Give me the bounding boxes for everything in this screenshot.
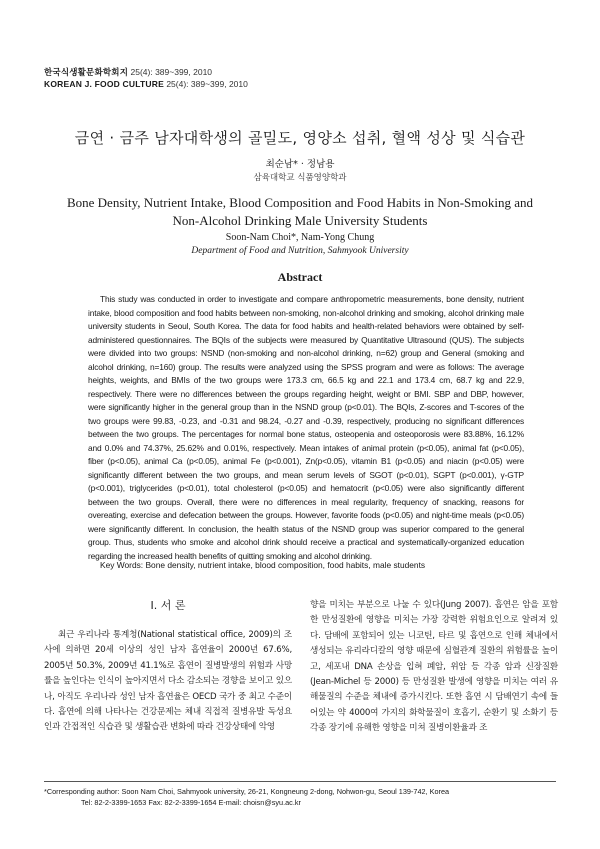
footnote-rule <box>44 781 556 782</box>
abstract <box>88 293 524 563</box>
footnote <box>44 786 449 808</box>
footnote-corresponding-author: *Corresponding author: Soon Nam Choi, Sahmyook university, 26-21, Kongneung 2-dong, Nohwon-gu, Seoul 139-742, Korea <box>44 787 450 796</box>
journal-name-ko: 한국식생활문화학회지 <box>44 67 129 77</box>
body-column-left <box>44 628 292 736</box>
section-heading-introduction: I. 서 론 <box>150 599 186 612</box>
abstract-text: This study was conducted in order to investigate and compare anthropometric measurements, bone density, nutrient intake, blood composition and food habits between non-smoking, non-alcohol drinking and smoking, alcohol drinking male university students in Seoul, South Korea. The data for food habits and health-related behaviors were obtained by self-administered questionnaires. The BQIs of the subjects were measured by Quantitative Ultrasound (QUS). The subjects were divided into two groups: NSND (non-smoking and non-alcohol drinking, n=62) group and General (smoking and alcohol drinking, n=160) group. The results were analyzed using the SPSS program and were as follows: The average heights, weights, and BMIs of the two groups were 173.3 cm, 66.5 kg and 22.1 and 173.4 cm, 68.7 kg and 22.9, respectively. There were no differences between the groups regarding height, weight or BMI. SBP and DBP, however, were significantly higher in the general group than in the NSND group (p<0.01). The BQIs, Z-scores and T-scores of the two groups were 99.83, -0.23, and -0.31 and 98.24, -0.27 and -0.39, respectively, producing no significant differences between the two groups. The percentages for normal bone status, osteopenia and osteoporosis were 83.88%, 16.12% and 0.0% and 74.37%, 25.62% and 0.01%, respectively. Mean intakes of animal protein (p<0.05), animal fat (p<0.05), fiber (p<0.05), animal Ca (p<0.05), animal Fe (p<0.001), Zn(p<0.05), vitamin B1 (p<0.05) and niacin (p<0.05) were significantly different between the two groups, and mean serum levels of SGOT (p<0.01), SGPT (p<0.001), γ-GTP (p<0.001), triglycerides (p<0.01), total cholesterol (p<0.05) and hematocrit (p<0.05) were also significantly different between the two groups. Overall, there were no differences in meal regularity, frequency of snacking, reasons for overeating, exercise and defecation between the groups. However, favorite foods (p<0.05) and night-time meals (p<0.05) were significantly different. In conclusion, the health status of the NSND group was superior compared to the general group. Thus, students who smoke and alcohol drink should receive a practical and systematically-organized education regarding the increased health benefits of quitting smoking and alcohol drinking. <box>88 294 524 561</box>
journal-header <box>44 66 248 90</box>
paragraph: 최근 우리나라 통계청(National statistical office, 2009)의 조사에 의하면 20세 이상의 성인 남자 흡연율이 2000년 67.6%, 2005년 50.3%, 2009년 41.1%로 흡연이 질병발생의 위험과 사망률을 높인다는 인식이 높아지면서 다소 감소되는 경향을 보이고 있으나, 아직도 우리나라 성인 남자 흡연율은 OECD 국가 중 최고 수준이다. 흡연에 의해 나타나는 건강문제는 체내 직접적 질병유발 독성요인과 간접적인 식습관 및 생활습관 변화에 따라 건강상태에 악영 <box>44 630 292 733</box>
keywords: Key Words: Bone density, nutrient intake, blood composition, food habits, male students <box>100 560 426 570</box>
authors-english: Soon-Nam Choi*, Nam-Yong Chung <box>225 232 375 243</box>
abstract-heading: Abstract <box>277 270 323 284</box>
body-column-right <box>310 598 558 737</box>
authors-korean: 최순남* · 정남용 <box>265 159 335 170</box>
title-english: Bone Density, Nutrient Intake, Blood Composition and Food Habits in Non-Smoking and Non-Alcohol Drinking Male University Students <box>66 195 534 228</box>
journal-volume: 25(4): 389~399, 2010 <box>130 67 213 77</box>
affiliation-korean: 삼육대학교 식품영양학과 <box>253 173 347 183</box>
title-korean: 금연 · 금주 남자대학생의 골밀도, 영양소 섭취, 혈액 성상 및 식습관 <box>74 129 526 147</box>
paragraph: 향을 미치는 부분으로 나눌 수 있다(Jung 2007). 흡연은 암을 포함한 만성질환에 영향을 미치는 가장 강력한 위험요인으로 알려져 있다. 담배에 포함되어 있는 니코틴, 타르 및 흡연으로 인해 체내에서 생성되는 유리라디칼의 영향 때문에 심혈관계 질환의 위험률을 높이고, 세포내 DNA 손상을 입혀 폐암, 위암 등 각종 암과 신장질환(Jean-Michel 등 2000) 등 만성질환 발생에 영향을 미치는 여러 유해물질의 수준을 체내에 증가시킨다. 또한 흡연 시 담배연기 속에 들어있는 약 4000여 가지의 화학물질이 호흡기, 순환기 및 소화기 등 각종 장기에 유해한 영향을 미쳐 질병이환율과 조 <box>310 600 558 734</box>
journal-volume-en: 25(4): 389~399, 2010 <box>166 79 248 89</box>
journal-name-en: KOREAN J. FOOD CULTURE <box>44 79 164 89</box>
affiliation-english: Department of Food and Nutrition, Sahmyook University <box>191 246 409 256</box>
footnote-contact: Tel: 82-2-3399-1653 Fax: 82-2-3399-1654 E-mail: choisn@syu.ac.kr <box>81 798 301 807</box>
